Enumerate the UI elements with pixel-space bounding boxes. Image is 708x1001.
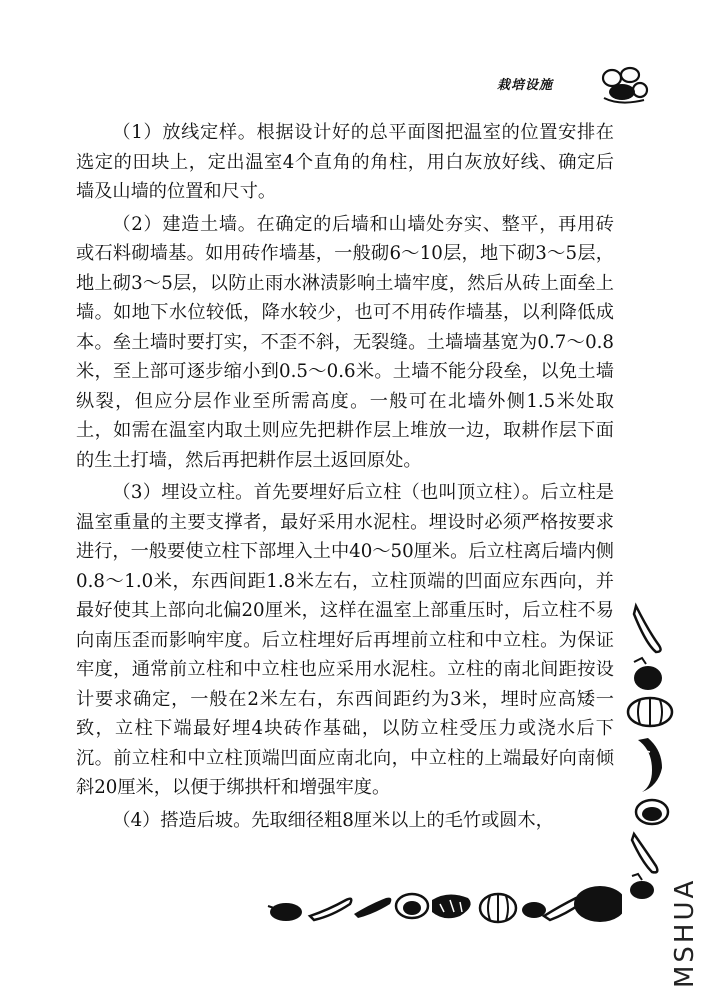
page-tab-icon	[574, 886, 622, 922]
eggplant-icon	[634, 658, 662, 690]
bottom-vegetable-band	[262, 876, 622, 938]
eggplant-icon	[630, 874, 654, 899]
paragraph-1: （1）放线定样。根据设计好的总平面图把温室的位置安排在选定的田块上，定出温室4个直角的角柱，用白灰放好线、确定后墙及山墙的位置和尺寸。	[76, 122, 614, 202]
pumpkin-icon	[628, 698, 672, 726]
paragraph-4: （4）搭造后坡。先取细径粗8厘米以上的毛竹或圆木，	[112, 809, 554, 831]
cucumber-icon	[310, 899, 351, 920]
vegetable-cluster-icon	[600, 62, 650, 106]
cucumber-icon	[634, 606, 661, 652]
eggplant-icon	[268, 903, 302, 921]
body-text	[76, 118, 614, 838]
pumpkin-icon	[480, 894, 516, 922]
cucumber-icon	[632, 834, 657, 872]
paragraph-2: （2）建造土墙。在确定的后墙和山墙处夯实、整平，再用砖或石料砌墙基。如用砖作墙基，一般砌6～10层，地下砌3～5层，地上砌3～5层，以防止雨水淋渍影响土墙牢度，然后从砖上面垒上墙。如地下水位较低，降水较少，也可不用砖作墙基，以利降低成本。垒土墙时要打实，不歪不斜，无裂缝。土墙墙基宽为0.7～0.8米，至上部可逐步缩小到0.5～0.6米。土墙不能分段垒，以免土墙纵裂，但应分层作业至所需高度。一般可在北墙外侧1.5米处取土，如需在温室内取土则应先把耕作层上堆放一边，取耕作层下面的生土打墙，然后再把耕作层土返回原处。	[76, 213, 614, 471]
running-header: 栽培设施	[497, 78, 554, 93]
paragraph-3: （3）埋设立柱。首先要埋好后立柱（也叫顶立柱）。后立柱是温室重量的主要支撑者，最好采用水泥柱。埋设时必须严格按要求进行，一般要使立柱下部埋入土中40～50厘米。后立柱离后墙内侧0.8～1.0米，东西间距1.8米左右，立柱顶端的凹面应东西向，并最好使其上部向北偏20厘米，这样在温室上部重压时，后立柱不易向南压歪而影响牢度。后立柱埋好后再埋前立柱和中立柱。为保证牢度，通常前立柱和中立柱也应采用水泥柱。立柱的南北间距按设计要求确定，一般在2米左右，东西间距约为3米，埋时应高矮一致，立柱下端最好埋4块砖作基础，以防立柱受压力或浇水后下沉。前立柱和中立柱顶端凹面应南北向，中立柱的上端最好向南倾斜20厘米，以便于绑拱杆和增强牢度。	[76, 482, 614, 798]
bitter-melon-icon	[432, 894, 471, 918]
tomato-icon	[396, 894, 428, 918]
bitter-melon-icon	[638, 738, 662, 792]
watermark	[664, 800, 704, 990]
cucumber-icon	[354, 898, 391, 918]
watermark-text: MSHUA	[670, 877, 700, 988]
